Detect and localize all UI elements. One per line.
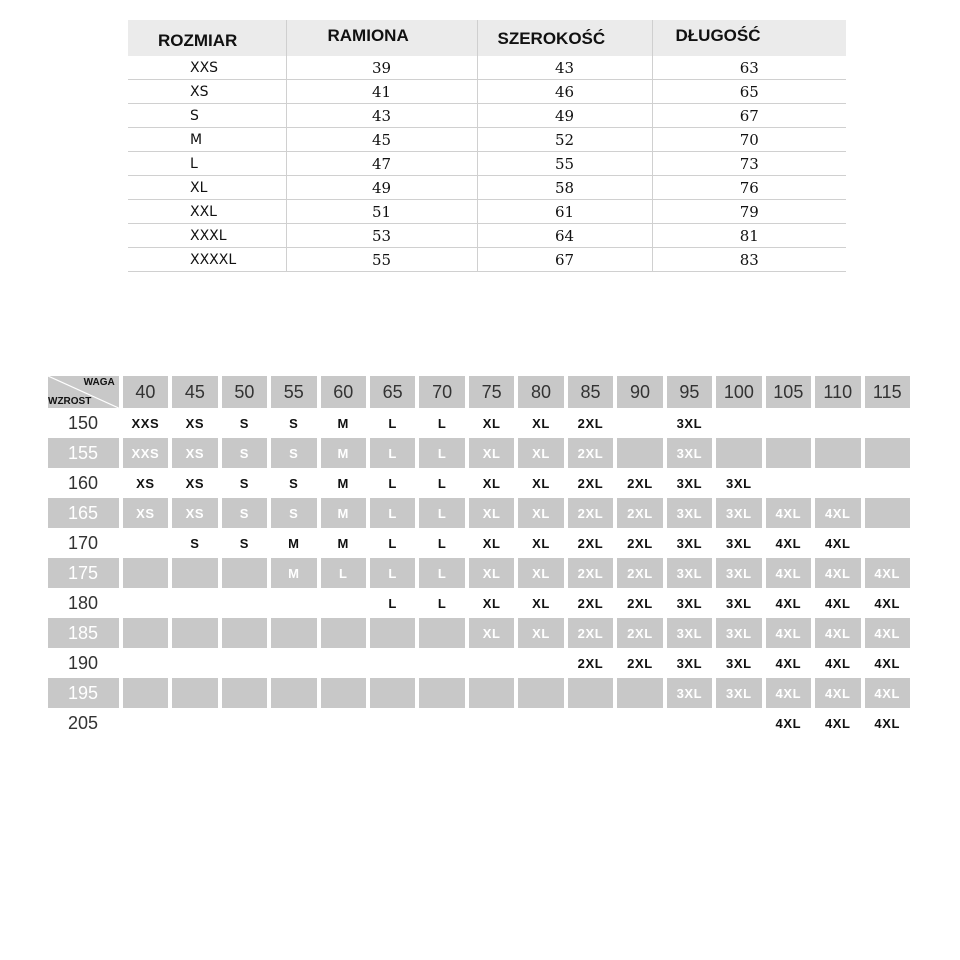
size-recommendation-cell: XL [518, 558, 563, 588]
size-recommendation-cell: XL [482, 595, 501, 611]
header-ramiona: RAMIONA [286, 20, 477, 56]
size-recommendation-cell: L [419, 498, 464, 528]
height-row [48, 588, 910, 618]
size-recommendation-cell: L [388, 475, 397, 491]
size-row [128, 224, 846, 248]
size-row [128, 176, 846, 200]
size-recommendation-cell: XS [185, 475, 205, 491]
size-recommendation-cell: XL [482, 415, 501, 431]
size-recommendation-cell: 2XL [627, 655, 653, 671]
size-recommendation-cell: 3XL [667, 498, 712, 528]
size-recommendation-cell: S [271, 438, 316, 468]
size-recommendation-cell: L [388, 415, 397, 431]
size-recommendation-cell [370, 648, 415, 678]
weight-header-cell: 50 [222, 376, 267, 408]
shoulders-cell: 51 [286, 200, 477, 224]
size-recommendation-cell: XL [532, 535, 550, 551]
size-recommendation-cell: 2XL [577, 475, 604, 491]
size-recommendation-cell: L [419, 558, 464, 588]
size-recommendation-cell [321, 618, 366, 648]
size-recommendation-cell [617, 708, 662, 738]
size-recommendation-cell [865, 408, 911, 438]
size-recommendation-cell: 4XL [865, 618, 911, 648]
size-recommendation-cell: XS [136, 475, 155, 491]
size-recommendation-cell: 4XL [874, 715, 901, 731]
size-recommendation-cell: 4XL [865, 558, 911, 588]
size-recommendation-cell: 4XL [815, 498, 860, 528]
shoulders-cell: 45 [286, 128, 477, 152]
size-cell: XXS [128, 56, 286, 80]
size-recommendation-cell: 3XL [716, 558, 761, 588]
size-recommendation-cell [123, 648, 168, 678]
size-recommendation-cell [222, 618, 267, 648]
size-recommendation-cell [815, 408, 860, 438]
size-recommendation-cell: 4XL [815, 558, 860, 588]
size-recommendation-cell [370, 618, 415, 648]
size-recommendation-cell [123, 588, 168, 618]
size-recommendation-cell [172, 678, 217, 708]
size-cell: XXL [128, 200, 286, 224]
size-recommendation-cell: 4XL [775, 535, 802, 551]
width-cell: 55 [477, 152, 652, 176]
size-recommendation-cell [865, 498, 911, 528]
size-recommendation-cell: 3XL [726, 655, 752, 671]
header-dlugosc: DŁUGOŚĆ [652, 20, 846, 56]
size-recommendation-cell: S [289, 475, 299, 491]
size-recommendation-cell [123, 528, 168, 558]
size-recommendation-cell [469, 678, 514, 708]
size-recommendation-cell: 2XL [577, 535, 604, 551]
size-recommendation-cell [172, 708, 217, 738]
height-label: 160 [68, 472, 99, 493]
size-recommendation-cell: S [239, 475, 249, 491]
size-recommendation-cell [172, 558, 217, 588]
size-recommendation-cell: 4XL [874, 595, 901, 611]
size-recommendation-cell [518, 648, 563, 678]
size-recommendation-cell: 2XL [577, 415, 604, 431]
size-recommendation-cell: L [437, 595, 447, 611]
size-recommendation-cell: 2XL [568, 558, 613, 588]
size-recommendation-cell: S [190, 535, 200, 551]
size-recommendation-cell: 2XL [577, 655, 604, 671]
weight-header-cell: 100 [716, 376, 761, 408]
size-recommendation-cell: 4XL [766, 558, 811, 588]
size-recommendation-cell: XL [518, 618, 563, 648]
header-rozmiar: ROZMIAR [128, 20, 286, 56]
size-recommendation-cell: XXS [131, 415, 160, 431]
height-label: 155 [48, 438, 119, 468]
size-recommendation-cell [123, 708, 168, 738]
size-recommendation-cell: XL [518, 438, 563, 468]
size-cell: XL [128, 176, 286, 200]
weight-header-cell: 80 [518, 376, 563, 408]
size-recommendation-cell: 3XL [716, 498, 761, 528]
shoulders-cell: 49 [286, 176, 477, 200]
size-recommendation-cell [667, 708, 712, 738]
size-recommendation-cell: L [437, 415, 447, 431]
size-recommendation-cell [123, 678, 168, 708]
height-label: 165 [48, 498, 119, 528]
weight-header-cell: 95 [667, 376, 712, 408]
size-row [128, 152, 846, 176]
size-recommendation-cell: 4XL [766, 618, 811, 648]
size-recommendation-cell: XL [482, 535, 501, 551]
size-recommendation-cell [172, 618, 217, 648]
size-recommendation-cell: 3XL [676, 535, 703, 551]
height-label: 205 [68, 712, 99, 733]
size-recommendation-cell [865, 438, 911, 468]
size-recommendation-cell [222, 648, 267, 678]
height-row [48, 468, 910, 498]
size-recommendation-cell: XS [185, 415, 205, 431]
size-recommendation-cell [222, 708, 267, 738]
size-recommendation-cell [716, 708, 761, 738]
size-recommendation-cell [419, 708, 464, 738]
size-recommendation-cell: 4XL [824, 715, 851, 731]
size-recommendation-cell: XL [469, 498, 514, 528]
size-cell: S [128, 104, 286, 128]
size-recommendation-cell [716, 408, 761, 438]
shoulders-cell: 43 [286, 104, 477, 128]
weight-header-cell: 75 [469, 376, 514, 408]
height-row [48, 708, 910, 738]
size-recommendation-cell: 2XL [627, 535, 653, 551]
length-cell: 76 [652, 176, 846, 200]
size-recommendation-cell: S [271, 498, 316, 528]
size-recommendation-cell: 3XL [667, 438, 712, 468]
size-recommendation-cell: L [437, 475, 447, 491]
size-recommendation-cell [568, 708, 613, 738]
size-recommendation-cell [716, 438, 761, 468]
weight-header-cell: 85 [568, 376, 613, 408]
size-recommendation-cell: 2XL [617, 618, 662, 648]
size-recommendation-cell: 2XL [627, 595, 653, 611]
size-recommendation-cell: XL [532, 415, 550, 431]
length-cell: 70 [652, 128, 846, 152]
weight-header-cell: 110 [815, 376, 860, 408]
weight-header-cell: 60 [321, 376, 366, 408]
size-recommendation-cell [469, 648, 514, 678]
height-row [48, 408, 910, 438]
size-recommendation-cell [370, 678, 415, 708]
size-row [128, 104, 846, 128]
width-cell: 43 [477, 56, 652, 80]
size-recommendation-cell: 3XL [667, 678, 712, 708]
size-recommendation-cell [419, 648, 464, 678]
size-recommendation-cell: M [288, 535, 300, 551]
size-recommendation-cell: 3XL [667, 618, 712, 648]
size-cell: M [128, 128, 286, 152]
size-recommendation-cell: L [370, 558, 415, 588]
height-label: 185 [48, 618, 119, 648]
length-cell: 79 [652, 200, 846, 224]
width-cell: 58 [477, 176, 652, 200]
height-row [48, 648, 910, 678]
size-recommendation-cell: 3XL [716, 678, 761, 708]
size-recommendation-cell: XL [469, 558, 514, 588]
height-label: 170 [68, 532, 99, 553]
size-recommendation-cell [123, 558, 168, 588]
size-recommendation-cell: 4XL [824, 595, 851, 611]
height-label: 180 [68, 592, 99, 613]
weight-header-cell: 55 [271, 376, 316, 408]
size-recommendation-cell [568, 678, 613, 708]
size-recommendation-cell [865, 528, 911, 558]
weight-header-row [48, 376, 910, 408]
size-recommendation-cell: 3XL [676, 475, 703, 491]
size-recommendation-cell: L [437, 535, 447, 551]
size-recommendation-cell [271, 618, 316, 648]
weight-header-cell: 105 [766, 376, 811, 408]
size-recommendation-cell [865, 468, 911, 498]
corner-cell [48, 376, 119, 408]
size-row [128, 200, 846, 224]
size-recommendation-cell: XL [532, 475, 550, 491]
size-recommendation-cell: 2XL [627, 475, 653, 491]
width-cell: 61 [477, 200, 652, 224]
size-recommendation-cell [766, 408, 811, 438]
length-cell: 65 [652, 80, 846, 104]
size-row [128, 248, 846, 272]
size-recommendation-cell [815, 438, 860, 468]
size-recommendation-cell [419, 618, 464, 648]
size-recommendation-cell: M [271, 558, 316, 588]
size-recommendation-cell: 4XL [766, 498, 811, 528]
size-recommendation-cell: XL [518, 498, 563, 528]
size-recommendation-cell: L [370, 498, 415, 528]
height-row [48, 678, 910, 708]
size-recommendation-cell [123, 618, 168, 648]
size-recommendation-cell: 3XL [726, 595, 752, 611]
size-recommendation-cell: 3XL [676, 415, 703, 431]
height-row [48, 528, 910, 558]
size-table-header [128, 20, 846, 56]
size-recommendation-cell: 4XL [775, 715, 802, 731]
shoulders-cell: 55 [286, 248, 477, 272]
size-recommendation-cell: XS [123, 498, 168, 528]
size-recommendation-cell: 4XL [775, 595, 802, 611]
size-recommendation-cell [469, 708, 514, 738]
weight-header-cell: 90 [617, 376, 662, 408]
size-recommendation-cell [271, 588, 316, 618]
size-recommendation-cell: 3XL [726, 475, 752, 491]
size-recommendation-cell [518, 678, 563, 708]
header-szerokosc: SZEROKOŚĆ [477, 20, 652, 56]
size-recommendation-cell [321, 678, 366, 708]
size-recommendation-cell [222, 588, 267, 618]
size-recommendation-cell: L [419, 438, 464, 468]
length-cell: 63 [652, 56, 846, 80]
weight-header-cell: 65 [370, 376, 415, 408]
size-recommendation-cell [617, 678, 662, 708]
size-recommendation-cell: M [321, 498, 366, 528]
size-cell: XXXXL [128, 248, 286, 272]
size-recommendation-cell: 2XL [577, 595, 604, 611]
size-recommendation-cell: XS [172, 438, 217, 468]
height-label: 190 [68, 652, 99, 673]
size-recommendation-cell: 3XL [726, 535, 752, 551]
width-cell: 49 [477, 104, 652, 128]
size-recommendation-cell: 2XL [617, 558, 662, 588]
length-cell: 73 [652, 152, 846, 176]
height-row [48, 498, 910, 528]
size-recommendation-cell: L [370, 438, 415, 468]
length-cell: 81 [652, 224, 846, 248]
size-recommendation-cell [617, 438, 662, 468]
size-recommendation-cell [271, 648, 316, 678]
size-recommendation-cell: 4XL [766, 678, 811, 708]
size-recommendation-cell: XL [469, 618, 514, 648]
size-recommendation-cell: 4XL [874, 655, 901, 671]
size-recommendation-cell: 3XL [676, 655, 703, 671]
size-recommendation-cell [617, 408, 662, 438]
size-recommendation-cell: 4XL [865, 678, 911, 708]
size-row [128, 128, 846, 152]
size-recommendation-cell: 3XL [667, 558, 712, 588]
size-recommendation-cell [271, 708, 316, 738]
size-recommendation-cell [518, 708, 563, 738]
weight-header-cell: 115 [865, 376, 911, 408]
size-recommendation-cell [222, 678, 267, 708]
size-recommendation-cell: L [388, 535, 397, 551]
size-recommendation-cell: 4XL [775, 655, 802, 671]
size-recommendation-cell: XL [482, 475, 501, 491]
size-row [128, 80, 846, 104]
size-recommendation-cell: 4XL [815, 678, 860, 708]
width-cell: 52 [477, 128, 652, 152]
size-recommendation-cell [172, 588, 217, 618]
size-cell: XXXL [128, 224, 286, 248]
size-recommendation-cell: XL [469, 438, 514, 468]
width-cell: 46 [477, 80, 652, 104]
size-recommendation-cell: XXS [123, 438, 168, 468]
size-cell: L [128, 152, 286, 176]
shoulders-cell: 53 [286, 224, 477, 248]
height-label: 150 [68, 412, 99, 433]
size-recommendation-cell: 4XL [824, 655, 851, 671]
size-recommendation-cell: M [337, 415, 349, 431]
weight-header-cell: 45 [172, 376, 217, 408]
weight-header-cell: 70 [419, 376, 464, 408]
size-recommendation-cell: XL [532, 595, 550, 611]
size-recommendation-cell [766, 438, 811, 468]
corner-weight-label: WAGA [83, 377, 115, 388]
size-recommendation-cell [271, 678, 316, 708]
size-recommendation-cell: 2XL [568, 438, 613, 468]
shoulders-cell: 47 [286, 152, 477, 176]
size-recommendation-cell: 2XL [617, 498, 662, 528]
size-recommendation-cell [815, 468, 860, 498]
size-recommendation-cell [766, 468, 811, 498]
weight-height-size-grid [44, 376, 914, 738]
size-recommendation-cell: 3XL [676, 595, 703, 611]
size-recommendation-cell: S [239, 535, 249, 551]
size-recommendation-cell: S [222, 498, 267, 528]
size-recommendation-cell [321, 648, 366, 678]
shoulders-cell: 41 [286, 80, 477, 104]
shoulders-cell: 39 [286, 56, 477, 80]
size-recommendation-cell: L [321, 558, 366, 588]
size-recommendation-cell [222, 558, 267, 588]
size-recommendation-cell: XS [172, 498, 217, 528]
size-recommendation-cell: M [337, 535, 349, 551]
size-recommendation-cell: 4XL [824, 535, 851, 551]
weight-header-cell: 40 [123, 376, 168, 408]
size-recommendation-cell [419, 678, 464, 708]
size-recommendation-cell: S [289, 415, 299, 431]
height-label: 175 [48, 558, 119, 588]
size-recommendation-cell: M [321, 438, 366, 468]
size-recommendation-cell: M [337, 475, 349, 491]
size-recommendation-cell: 2XL [568, 498, 613, 528]
size-measurement-table [128, 20, 846, 272]
height-label: 195 [48, 678, 119, 708]
width-cell: 64 [477, 224, 652, 248]
size-recommendation-cell [172, 648, 217, 678]
size-recommendation-cell: 4XL [815, 618, 860, 648]
size-recommendation-cell [370, 708, 415, 738]
size-recommendation-cell: S [239, 415, 249, 431]
size-recommendation-cell: 2XL [568, 618, 613, 648]
height-row [48, 558, 910, 588]
size-row [128, 56, 846, 80]
length-cell: 67 [652, 104, 846, 128]
width-cell: 67 [477, 248, 652, 272]
size-recommendation-cell: 3XL [716, 618, 761, 648]
length-cell: 83 [652, 248, 846, 272]
size-recommendation-cell: L [388, 595, 397, 611]
size-recommendation-cell [321, 588, 366, 618]
corner-height-label: WZROST [48, 396, 92, 407]
height-row [48, 438, 910, 468]
size-recommendation-cell: S [222, 438, 267, 468]
size-cell: XS [128, 80, 286, 104]
size-recommendation-cell [321, 708, 366, 738]
height-row [48, 618, 910, 648]
